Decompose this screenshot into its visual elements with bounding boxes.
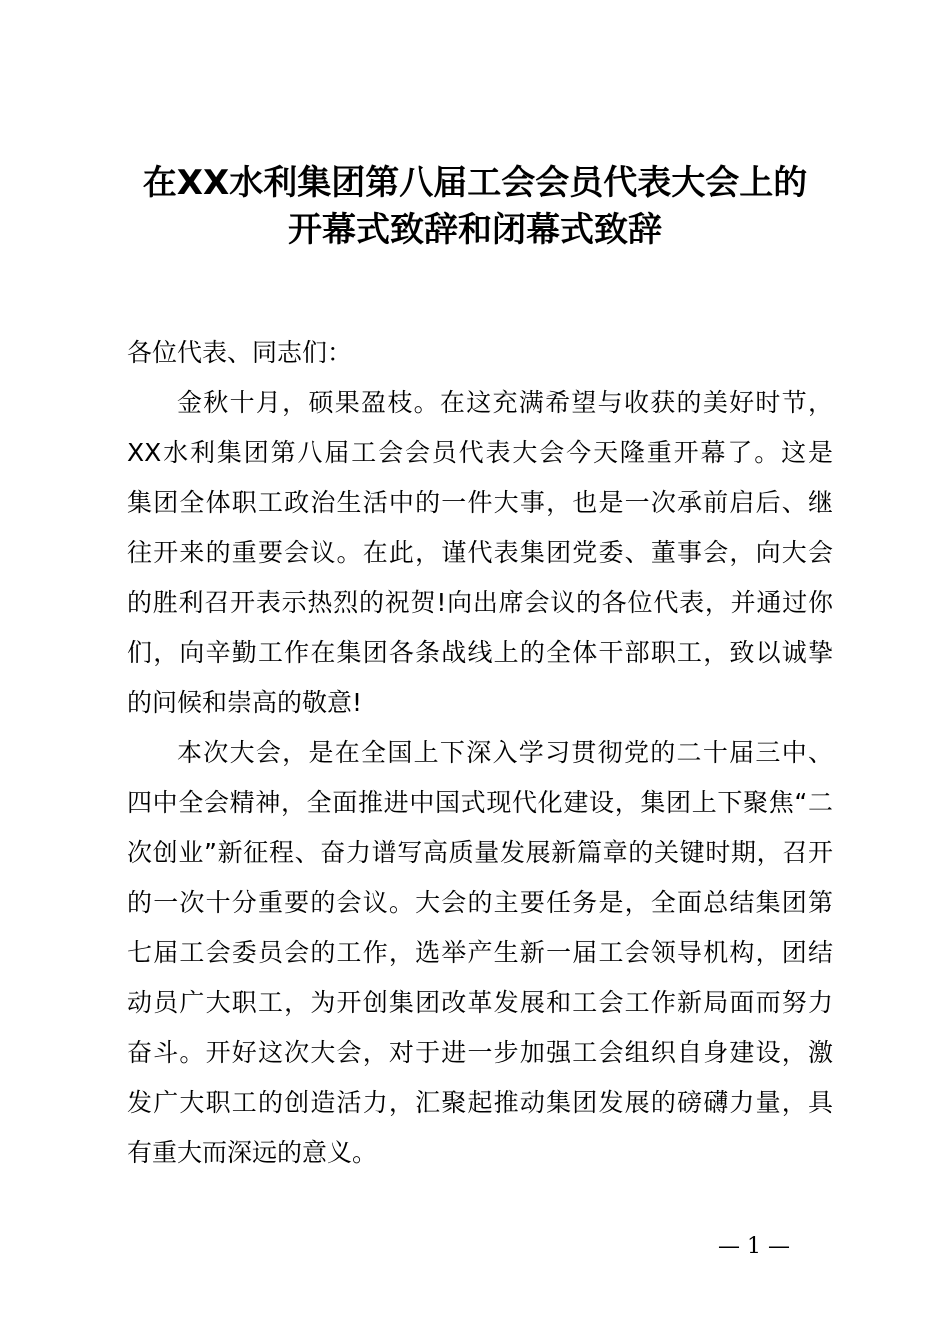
paragraph-line: 四中全会精神，全面推进中国式现代化建设，集团上下聚焦“二	[127, 788, 833, 817]
page-number: — 1 —	[718, 1234, 790, 1259]
document-title-line-2: 开幕式致辞和闭幕式致辞	[288, 210, 662, 250]
paragraph-line: 往开来的重要会议。在此，谨代表集团党委、董事会，向大会	[127, 538, 833, 567]
paragraph-1	[127, 378, 833, 728]
document-body	[127, 328, 833, 1178]
paragraph-line: 的问候和崇高的敬意!	[127, 688, 363, 717]
paragraph-line: 们，向辛勤工作在集团各条战线上的全体干部职工，致以诚挚	[127, 638, 833, 667]
salutation: 各位代表、同志们：	[127, 338, 353, 367]
paragraph-line: 发广大职工的创造活力，汇聚起推动集团发展的磅礴力量，具	[127, 1088, 833, 1117]
paragraph-line: 动员广大职工，为开创集团改革发展和工会工作新局面而努力	[127, 988, 833, 1017]
paragraph-line: 有重大而深远的意义。	[127, 1138, 378, 1167]
paragraph-line: 奋斗。开好这次大会，对于进一步加强工会组织自身建设，激	[127, 1038, 833, 1067]
paragraph-line: 次创业”新征程、奋力谱写高质量发展新篇章的关键时期，召开	[127, 838, 833, 867]
paragraph-line: XX水利集团第八届工会会员代表大会今天隆重开幕了。这是	[127, 438, 833, 467]
paragraph-line: 七届工会委员会的工作，选举产生新一届工会领导机构，团结	[127, 938, 833, 967]
paragraph-line: 金秋十月，硕果盈枝。在这充满希望与收获的美好时节，	[177, 388, 833, 417]
paragraph-2	[127, 728, 833, 1178]
paragraph-line: 集团全体职工政治生活中的一件大事，也是一次承前启后、继	[127, 488, 833, 517]
document-title-line-1: 在XX水利集团第八届工会会员代表大会上的	[142, 163, 808, 203]
paragraph-line: 的一次十分重要的会议。大会的主要任务是，全面总结集团第	[127, 888, 833, 917]
paragraph-line: 本次大会，是在全国上下深入学习贯彻党的二十届三中、	[177, 738, 833, 767]
paragraph-line: 的胜利召开表示热烈的祝贺!向出席会议的各位代表，并通过你	[127, 588, 833, 617]
